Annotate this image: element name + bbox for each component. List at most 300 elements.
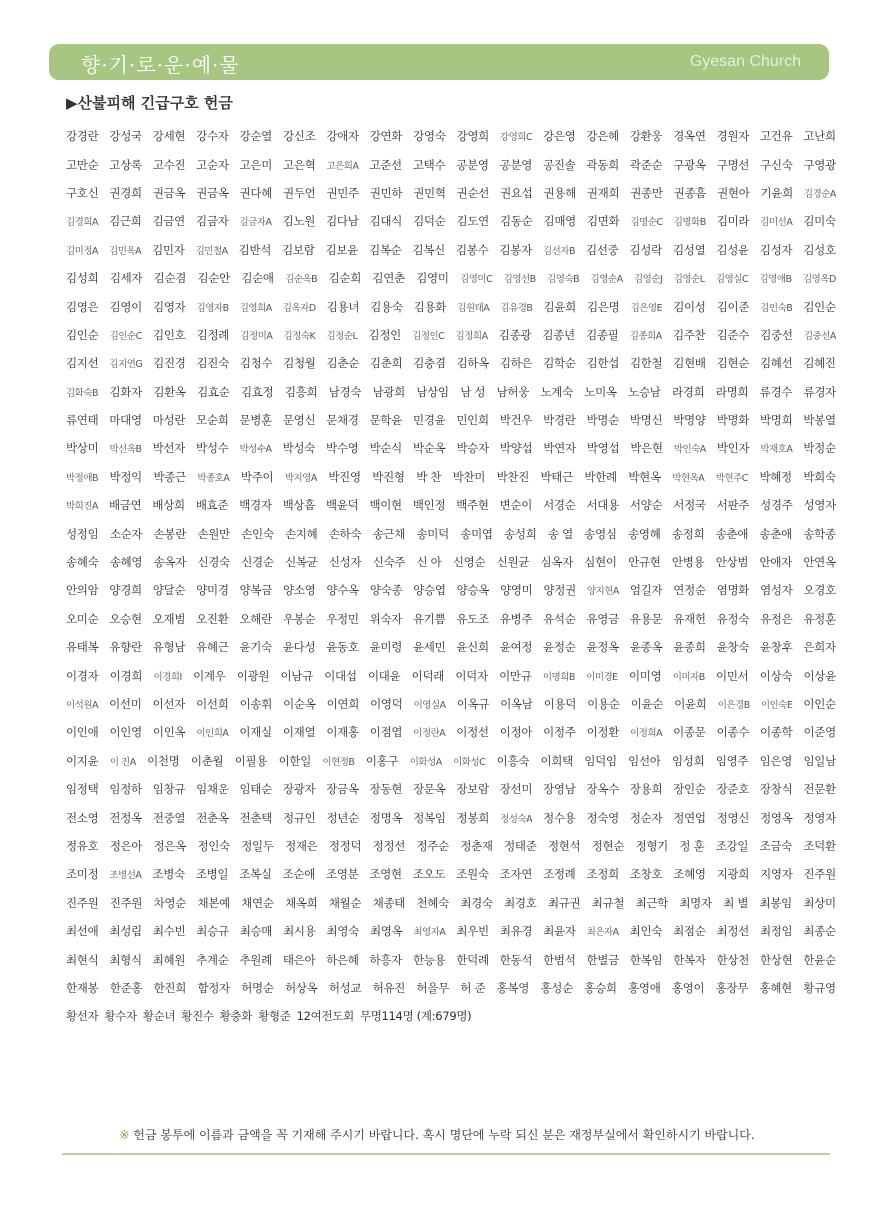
donor-name: 윤동호: [326, 640, 359, 655]
donor-name: 한재봉: [66, 980, 99, 995]
donor-name: 문학윤: [369, 413, 403, 428]
donor-name: 하흥자: [369, 952, 403, 967]
donor-name: 곽동희: [586, 157, 619, 172]
donor-name: 남경숙: [328, 384, 362, 399]
donor-name: 김금연: [152, 214, 185, 229]
donor-name: 정현순: [591, 838, 625, 853]
donor-name: 황형준: [258, 1009, 291, 1024]
donor-name: 이미자B: [672, 671, 705, 683]
donor-name: 이대섭: [324, 668, 357, 683]
donor-name: 강신조: [282, 129, 316, 144]
donor-name: 장준호: [716, 782, 750, 797]
donor-name: 은희자: [803, 640, 836, 655]
donor-name: 정연업: [673, 810, 706, 825]
donor-name: 우봉순: [282, 611, 316, 626]
donor-name: 김보람: [282, 242, 315, 257]
name-row: [66, 605, 836, 633]
donor-name: 양경희: [109, 583, 142, 598]
donor-name: 최상미: [803, 895, 836, 910]
donor-name: 조순애: [282, 867, 316, 882]
donor-name: 유병주: [499, 611, 533, 626]
donor-name: 송정희: [671, 526, 705, 541]
donor-name: 양영미: [500, 583, 533, 598]
donor-name: 김도연: [456, 214, 489, 229]
donor-name: 마성란: [152, 413, 186, 428]
donor-name: 노계숙: [540, 384, 573, 399]
donor-name: 오해란: [239, 611, 272, 626]
donor-name: 박정애B: [66, 472, 99, 484]
name-row: [66, 576, 836, 604]
donor-name: 이옥남: [500, 697, 533, 711]
donor-name: 조자연: [499, 867, 533, 882]
donor-name: 류경자: [803, 384, 836, 399]
bottom-divider: [62, 1153, 830, 1155]
donor-name: 고건유: [759, 129, 793, 144]
donor-name: 박명희: [760, 413, 793, 428]
donor-name: 한진희: [153, 980, 187, 995]
donor-name: 유용문: [629, 611, 663, 626]
donor-name: 김순희: [328, 271, 362, 286]
donor-name: 임덕임: [584, 753, 617, 768]
donor-name: 천혜숙: [416, 895, 449, 910]
donor-name: 박정순: [803, 441, 836, 456]
donor-name: 강영희C: [499, 132, 533, 144]
donor-name: 라경희: [671, 384, 705, 399]
donor-name: 이용순: [587, 697, 620, 711]
donor-name: 백윤덕: [326, 498, 359, 513]
donor-name: 소순자: [109, 526, 143, 541]
donor-name: 조원숙: [456, 867, 489, 882]
donor-name: 고은혁: [283, 157, 316, 172]
donor-name: 박종근: [153, 469, 186, 484]
donor-name: 신영순: [452, 555, 486, 570]
donor-name: 전정옥: [109, 810, 142, 825]
donor-name: 김춘순: [326, 356, 359, 371]
donor-name: 서정국: [673, 498, 706, 513]
donor-name: 김이준: [716, 299, 750, 314]
donor-name: 신원균: [496, 555, 530, 570]
donor-name: 이 진A: [109, 756, 136, 768]
donor-name: 김금자A: [239, 217, 272, 229]
donor-name: 정정덕: [328, 838, 362, 853]
donor-name: 양달순: [152, 583, 186, 598]
donor-name: 박경란: [543, 413, 576, 428]
donor-name: 김미라: [716, 214, 750, 229]
donor-name: 김복순: [369, 242, 402, 257]
donor-name: 김정례: [196, 327, 230, 342]
donor-name: 박성수A: [239, 444, 272, 456]
donor-name: 정영신: [716, 810, 750, 825]
donor-name: 김면화: [587, 214, 620, 229]
name-row: [66, 974, 836, 1002]
donor-name: 김정인: [368, 327, 401, 342]
donor-name: 김순애: [241, 271, 274, 286]
donor-name: 김노원: [282, 214, 316, 229]
donor-name: 곽준순: [629, 157, 663, 172]
donor-name: 이미영: [628, 668, 662, 683]
donor-name: 황수자: [104, 1009, 137, 1024]
donor-name: 이준영: [803, 725, 836, 740]
donor-name: 이용덕: [543, 697, 577, 711]
donor-name: 김은명: [587, 299, 620, 314]
donor-name: 김봉자: [499, 242, 532, 257]
donor-name: 이만규: [499, 668, 532, 683]
donor-name: 정춘재: [460, 838, 493, 853]
donor-name: 최봉임: [759, 895, 792, 910]
donor-name: 정은옥: [153, 838, 187, 853]
donor-name: 장문옥: [413, 782, 446, 797]
donor-name: 남 성: [460, 384, 486, 399]
donor-name: 최정선: [716, 924, 749, 939]
donor-name: 이영덕: [370, 697, 403, 711]
donor-name: 유재헌: [673, 611, 706, 626]
donor-name: 함정자: [197, 980, 230, 995]
name-row: [66, 747, 836, 775]
donor-name: 장보람: [456, 782, 489, 797]
donor-name: 김경순A: [803, 188, 836, 200]
donor-name: 박은현: [630, 441, 663, 456]
donor-name: 송영혜: [628, 526, 661, 541]
section-title: ▶산불피해 긴급구호 헌금: [66, 94, 233, 112]
donor-name: 김청수: [239, 356, 273, 371]
name-row: [66, 860, 836, 888]
donor-name: 이정아: [499, 725, 533, 740]
donor-name: 박현옥A: [672, 472, 705, 484]
donor-name: 한덕례: [456, 952, 489, 967]
donor-name: 최영숙: [326, 924, 359, 939]
donor-name: 이한일: [278, 753, 312, 768]
donor-name: 최근학: [635, 895, 668, 910]
donor-name: 태은아: [282, 952, 316, 967]
donor-name: 채옥희: [285, 895, 318, 910]
donor-name: 김화숙B: [66, 387, 99, 399]
donor-name: 이윤희: [674, 697, 707, 711]
name-row: [66, 122, 836, 150]
donor-name: 하은혜: [326, 952, 359, 967]
donor-name: 김영순J: [633, 274, 663, 286]
donor-name: 김복신: [412, 242, 445, 257]
donor-name: 염성자: [760, 583, 793, 598]
donor-name: 성경주: [760, 498, 793, 513]
name-row: [66, 179, 836, 207]
name-row: [66, 718, 836, 746]
donor-name: 김화자: [109, 384, 142, 399]
name-row: [66, 889, 836, 917]
donor-name: 안규현: [628, 555, 661, 570]
donor-name: 허 준: [460, 980, 486, 995]
donor-name: 최 별: [723, 895, 749, 910]
donor-name: 유혜근: [196, 640, 229, 655]
donor-name: 최인숙: [629, 924, 663, 939]
donor-name: 김정희A: [455, 330, 488, 342]
donor-name: 유향란: [109, 640, 142, 655]
donor-name: 강환웅: [629, 129, 663, 144]
donor-name: 강은혜: [586, 129, 619, 144]
donor-name: 남광희: [372, 384, 405, 399]
donor-name: 이인영: [109, 725, 142, 740]
donor-name: 양숙종: [369, 583, 403, 598]
donor-name: 박찬미: [452, 469, 486, 484]
donor-name: 김충겸: [413, 356, 446, 371]
donor-name: 송혜숙: [66, 555, 99, 570]
donor-name: 김선중: [586, 242, 619, 257]
donor-name: 정주순: [416, 838, 449, 853]
donor-name: 김성윤: [716, 242, 749, 257]
donor-name: 박진형: [372, 469, 405, 484]
donor-name: 김정인C: [412, 330, 445, 342]
donor-name: 정태준: [504, 838, 537, 853]
donor-name: 이재실: [239, 725, 272, 740]
donor-name: 유석순: [543, 611, 576, 626]
donor-name: 이인희A: [196, 728, 229, 740]
donor-summary: 무명114명 (계:679명): [359, 1009, 472, 1024]
donor-name: 이희택: [540, 753, 573, 768]
donor-name: 윤종희: [673, 640, 706, 655]
donor-name: 성정임: [66, 526, 99, 541]
donor-name: 최경호: [504, 895, 537, 910]
donor-name: 김미정A: [66, 245, 99, 257]
donor-name: 허상옥: [285, 980, 318, 995]
donor-name: 김윤희: [543, 299, 576, 314]
donor-name: 유정은: [760, 611, 793, 626]
donor-name: 장영남: [543, 782, 576, 797]
donor-name: 황선자: [66, 1009, 99, 1024]
donor-name: 고은미: [239, 157, 273, 172]
donor-name: 송미덕: [416, 526, 449, 541]
donor-name: 정인숙: [197, 838, 230, 853]
donor-name: 김인호: [153, 327, 186, 342]
donor-name: 김성열: [672, 242, 706, 257]
donor-name: 손하숙: [328, 526, 362, 541]
donor-name: 김용화: [413, 299, 447, 314]
donor-name: 이필용: [234, 753, 268, 768]
note: [0, 1126, 874, 1143]
donor-name: 최영자A: [413, 927, 446, 939]
donor-name: 김매영: [543, 214, 576, 229]
donor-name: 구호신: [66, 185, 99, 200]
donor-name: 김영미: [416, 271, 449, 286]
donor-name: 김준수: [716, 327, 750, 342]
donor-name: 김중선: [760, 327, 793, 342]
donor-name: 박명순: [586, 413, 619, 428]
donor-name: 황순녀: [142, 1009, 176, 1024]
donor-name: 최규철: [591, 895, 625, 910]
name-row: [66, 633, 836, 661]
donor-name: 정숙영: [586, 810, 619, 825]
donor-name: 김현배: [673, 356, 706, 371]
donor-name: 권현아: [717, 185, 750, 200]
donor-name: 이경희I: [153, 671, 182, 683]
donor-name: 조금숙: [759, 838, 792, 853]
donor-name: 윤정순: [543, 640, 576, 655]
donor-name: 한능용: [413, 952, 446, 967]
donor-name: 신경숙: [197, 555, 230, 570]
donor-name: 정은아: [109, 838, 143, 853]
name-row: [66, 690, 836, 718]
donor-name: 손봉란: [153, 526, 187, 541]
donor-name: 최경숙: [460, 895, 493, 910]
donor-name: 박순옥: [412, 441, 446, 456]
donor-name: 김현순: [716, 356, 750, 371]
donor-name: 박정익: [109, 469, 142, 484]
donor-name: 양지현A: [586, 586, 619, 598]
donor-name: 김영희A: [239, 302, 272, 314]
donor-name: 이광원: [236, 668, 270, 683]
name-row: [66, 349, 836, 377]
name-row: [66, 491, 836, 519]
donor-name: 이선자: [152, 697, 186, 711]
donor-name: 김지연G: [109, 359, 143, 371]
donor-name: 전춘택: [239, 810, 273, 825]
donor-name: 신성자: [328, 555, 362, 570]
donor-name: 임일남: [803, 753, 836, 768]
donor-name: 오재범: [152, 611, 186, 626]
donor-name: 김동순: [500, 214, 533, 229]
name-row: [66, 264, 836, 292]
donor-name: 김보윤: [325, 242, 359, 257]
donor-name: 윤기숙: [239, 640, 272, 655]
donor-name: 최윤자: [543, 924, 576, 939]
donor-name: 채월순: [328, 895, 362, 910]
donor-name: 송학종: [803, 526, 836, 541]
donor-name: 김선자B: [542, 245, 575, 257]
donor-name: 전문환: [803, 782, 836, 797]
donor-name: 조병숙: [152, 867, 185, 882]
donor-name: 한복자: [673, 952, 706, 967]
donor-name: 이정환: [586, 725, 620, 740]
donor-name: 연정순: [673, 583, 706, 598]
donor-name: 배효준: [195, 498, 229, 513]
donor-name: 이상윤: [803, 668, 836, 683]
name-row: [66, 775, 836, 803]
donor-name: 양소영: [283, 583, 316, 598]
name-row: [66, 207, 836, 235]
name-row: [66, 832, 836, 860]
donor-name: 이윤순: [630, 697, 664, 711]
donor-name: 박승자: [456, 441, 489, 456]
donor-name: 고수진: [152, 157, 186, 172]
donor-name: 한별금: [586, 952, 619, 967]
donor-name: 민인희: [456, 413, 489, 428]
donor-name: 신복균: [285, 555, 318, 570]
donor-name: 김세자: [109, 271, 143, 286]
donor-name: 김금자: [196, 214, 229, 229]
donor-name: 김학순: [543, 356, 576, 371]
donor-name: 전춘옥: [196, 810, 229, 825]
donor-name: 김민자: [152, 242, 185, 257]
donor-name: 백경자: [239, 498, 272, 513]
donor-name: 서양순: [629, 498, 663, 513]
donor-name: 최우빈: [456, 924, 489, 939]
donor-name: 변순이: [499, 498, 533, 513]
donor-name: 남허웅: [496, 384, 530, 399]
donor-name: 홍장무: [715, 980, 749, 995]
donor-name: 김용숙: [370, 299, 403, 314]
donor-name: 김유경B: [500, 302, 533, 314]
donor-name: 박선옥B: [109, 444, 142, 456]
donor-name: 배금연: [109, 498, 142, 513]
donor-name: 손지혜: [285, 526, 318, 541]
donor-name: 고준선: [369, 157, 402, 172]
donor-name: 한범석: [543, 952, 576, 967]
donor-name: 김순옥B: [285, 274, 318, 286]
donor-name: 고만순: [66, 157, 99, 172]
donor-name: 한복임: [629, 952, 663, 967]
donor-name: 안병용: [671, 555, 705, 570]
donor-name: 권금옥: [196, 185, 229, 200]
donor-name: 차영순: [153, 895, 187, 910]
donor-name: 권요섭: [500, 185, 533, 200]
donor-name: 김중선A: [803, 330, 836, 342]
donor-name: 이순옥: [283, 697, 316, 711]
name-row: [66, 463, 836, 491]
donor-name: 윤정옥: [586, 640, 619, 655]
donor-name: 권금옥: [152, 185, 186, 200]
donor-name: 김근희: [109, 214, 142, 229]
donor-name: 정순자: [629, 810, 663, 825]
donor-name: 장동현: [369, 782, 403, 797]
donor-name: 이은경B: [717, 700, 750, 711]
donor-name: 김영숙B: [547, 274, 580, 286]
donor-name: 김반석: [238, 242, 272, 257]
donor-name: 이상숙: [759, 668, 793, 683]
donor-name: 김순겸: [153, 271, 187, 286]
donor-name: 강연화: [369, 129, 403, 144]
donor-name: 이미경E: [586, 671, 618, 683]
donor-name: 송혜영: [109, 555, 143, 570]
donor-name: 염명화: [716, 583, 750, 598]
donor-name: 위숙자: [369, 611, 403, 626]
donor-name: 김영자B: [196, 302, 229, 314]
donor-name: 정형기: [635, 838, 668, 853]
donor-name: 조영현: [369, 867, 402, 882]
donor-name: 박재호A: [760, 444, 793, 456]
donor-name: 김민철A: [195, 245, 228, 257]
donor-name: 안상범: [715, 555, 749, 570]
donor-name: 노승남: [628, 384, 661, 399]
donor-name: 김명화B: [673, 217, 706, 229]
donor-name: 추원례: [239, 952, 272, 967]
donor-name: 우정민: [326, 611, 359, 626]
donor-name: 강순열: [239, 129, 272, 144]
donor-name: 성영자: [803, 498, 836, 513]
donor-name: 박봉열: [803, 413, 836, 428]
donor-name: 김정미A: [240, 330, 273, 342]
donor-name: 이경희: [109, 668, 143, 683]
donor-name: 권종흠: [673, 185, 707, 200]
donor-name: 조강일: [715, 838, 749, 853]
donor-name: 이선희: [196, 697, 229, 711]
donor-name: 이현정B: [322, 756, 355, 768]
donor-name: 강수자: [196, 129, 229, 144]
name-row: [66, 292, 836, 320]
donor-name: 김정순L: [326, 330, 358, 342]
donor-name: 지영자: [760, 867, 793, 882]
donor-name: 권경희: [109, 185, 142, 200]
note-text: 헌금 봉투에 이름과 금액을 꼭 기재해 주시기 바랍니다. 혹시 명단에 누락 되신 분은 재정부실에서 확인하시기 바랍니다.: [133, 1128, 755, 1142]
donor-name: 문병훈: [239, 413, 272, 428]
donor-name: 조창호: [629, 867, 663, 882]
name-row: [66, 236, 836, 264]
donor-name: 김흥희: [284, 384, 318, 399]
donor-name: 김성호: [803, 242, 836, 257]
donor-name: 서판주: [716, 498, 750, 513]
donor-name: 진주원: [66, 895, 99, 910]
donor-name: 정성숙A: [500, 813, 533, 825]
donor-name: 박명양: [673, 413, 706, 428]
donor-name: 강애자: [326, 129, 359, 144]
donor-name: 황규영: [803, 980, 836, 995]
